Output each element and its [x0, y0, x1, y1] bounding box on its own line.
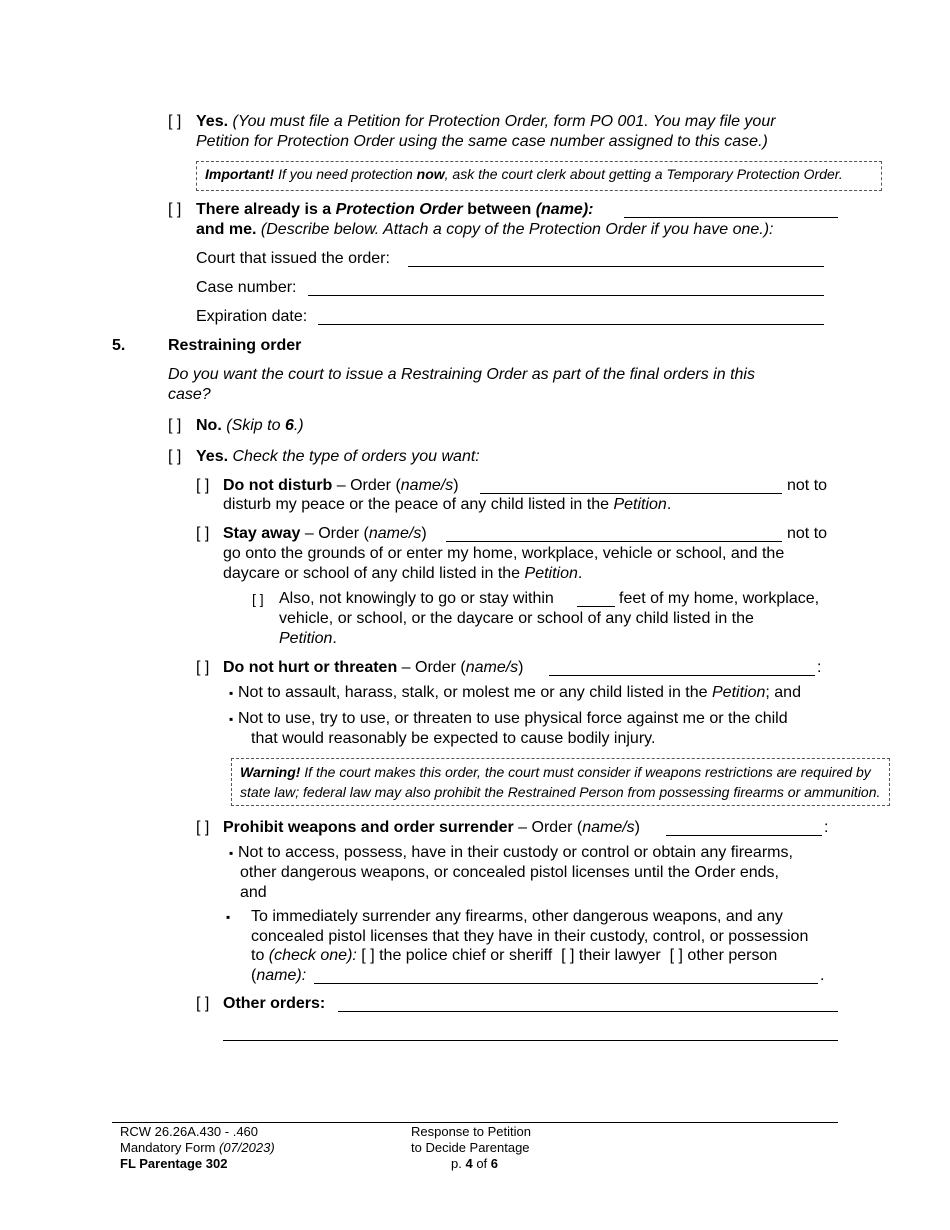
court-label: Court that issued the order: — [196, 250, 390, 267]
do-not-disturb-line2 — [223, 495, 671, 515]
yes-label-5: Yes. — [196, 448, 229, 465]
other-person-label: other person — [687, 947, 778, 964]
petition-word: Petition — [613, 496, 667, 513]
court-field[interactable] — [408, 266, 824, 267]
do-not-hurt-line1 — [223, 658, 523, 678]
hurt-b1-text: Not to assault, harass, stalk, or molest me or any child listed in the — [238, 684, 708, 701]
no-text-1: (Skip to — [226, 417, 281, 434]
name-period: . — [820, 967, 825, 984]
order-dash: – Order ( — [401, 659, 466, 676]
other-orders-label: Other orders: — [223, 995, 326, 1012]
footer-form: FL Parentage 302 — [120, 1156, 228, 1171]
yes-text-5: Check the type of orders you want: — [232, 448, 480, 465]
restraining-yes-item — [196, 447, 480, 467]
stay-away-line2: go onto the grounds of or enter my home, workplace, vehicle or school, and the — [223, 545, 785, 562]
name-s: name/s — [582, 819, 635, 836]
hurt-colon: : — [817, 659, 822, 676]
hurt-b1-end: ; and — [765, 684, 801, 701]
hurt-bullet-2-line2: that would reasonably be expected to cause bodily injury. — [251, 730, 656, 747]
expiration-label: Expiration date: — [196, 308, 308, 325]
weap-b1-line2: other dangerous weapons, or concealed pistol licenses until the Order ends, — [240, 864, 779, 881]
disturb-label: Do not disturb — [223, 477, 333, 494]
already-text-1: There already is a — [196, 201, 332, 218]
lawyer-label: their lawyer — [578, 947, 661, 964]
hurt-label: Do not hurt or threaten — [223, 659, 398, 676]
case-number-field[interactable] — [308, 295, 824, 296]
check-one: (check one): — [268, 947, 357, 964]
checkbox-do-not-disturb[interactable]: [ ] — [196, 477, 210, 494]
disturb-name-field[interactable] — [480, 493, 782, 494]
weapons-name-field[interactable] — [666, 835, 822, 836]
other-orders-field-1[interactable] — [338, 1011, 838, 1012]
footer-mandatory: Mandatory Form — [120, 1140, 216, 1155]
warning-text-2: state law; federal law may also prohibit the Restrained Person from possessing firearms or ammunition. — [240, 784, 881, 800]
to-word: to — [251, 947, 265, 964]
weapons-bullet-1 — [238, 843, 793, 903]
other-person-name-field[interactable] — [314, 983, 818, 984]
checkbox-do-not-hurt[interactable]: [ ] — [196, 659, 210, 676]
important-text-1: If you need protection — [278, 166, 413, 182]
feet-field[interactable] — [577, 606, 615, 607]
hurt-name-field[interactable] — [549, 675, 815, 676]
page-num: 4 — [465, 1156, 473, 1171]
order-dash: – Order ( — [336, 477, 401, 494]
name-s: name/s — [400, 477, 454, 494]
petition-word: Petition — [279, 630, 333, 647]
weap-b2-line2: concealed pistol licenses that they have in their custody, control, or possession — [251, 928, 809, 945]
bullet-icon: ▪ — [229, 686, 234, 700]
protection-yes-item — [196, 112, 876, 152]
stay-not-to: not to — [787, 525, 828, 542]
name-s: name/s — [465, 659, 519, 676]
page-p: p. — [451, 1156, 462, 1171]
weapons-colon: : — [824, 819, 829, 836]
bullet-icon: ▪ — [226, 910, 231, 924]
weapons-bullet-2 — [251, 907, 808, 947]
important-label: Important! — [205, 166, 275, 182]
checkbox-protection-yes[interactable]: [ ] — [168, 113, 182, 130]
period: . — [577, 565, 583, 582]
name-word: name — [256, 967, 297, 984]
weapons-label: Prohibit weapons and order surrender — [223, 819, 514, 836]
already-name-label: (name): — [535, 201, 594, 218]
and-me: and me. — [196, 221, 257, 238]
weap-b1-line1: Not to access, possess, have in their custody or control or obtain any firearms, — [238, 844, 793, 861]
existing-order-line2 — [196, 220, 773, 240]
also-line2: vehicle, or school, or the daycare or school of any child listed in the — [279, 610, 754, 627]
bullet-icon: ▪ — [229, 712, 234, 726]
case-label: Case number: — [196, 279, 297, 296]
no-label: No. — [196, 417, 222, 434]
checkbox-restraining-no[interactable]: [ ] — [168, 417, 182, 434]
expiration-date-field[interactable] — [318, 324, 824, 325]
order-dash: – Order ( — [304, 525, 369, 542]
petition-word: Petition — [712, 684, 766, 701]
describe-text: (Describe below. Attach a copy of the Protection Order if you have one.): — [260, 221, 774, 238]
hurt-bullet-2-line1: Not to use, try to use, or threaten to use physical force against me or the child — [238, 710, 788, 727]
important-text-2: , ask the court clerk about getting a Temporary Protection Order. — [444, 166, 843, 182]
hurt-bullet-1 — [238, 683, 801, 703]
page-total: 6 — [490, 1156, 499, 1171]
stay-away-name-field[interactable] — [446, 541, 782, 542]
warning-text-1: If the court makes this order, the court must consider if weapons restrictions are required by — [304, 764, 871, 780]
yes-label: Yes. — [196, 113, 229, 130]
footer-date: (07/2023) — [219, 1140, 275, 1155]
warning-label: Warning! — [240, 764, 301, 780]
footer-center — [411, 1124, 531, 1172]
also-line1b: feet of my home, workplace, — [619, 590, 820, 607]
section-question — [168, 365, 755, 405]
page-of: of — [476, 1156, 488, 1171]
already-text-3: between — [467, 201, 532, 218]
period: . — [666, 496, 672, 513]
existing-order-line1 — [196, 200, 593, 220]
important-now: now — [416, 166, 445, 182]
name-close: ): — [296, 967, 307, 984]
checkbox-lawyer[interactable]: [ ] — [561, 947, 575, 964]
period: . — [332, 630, 337, 647]
footer-title-2: to Decide Parentage — [411, 1140, 530, 1155]
footer-title-1: Response to Petition — [411, 1124, 531, 1139]
weap-b1-line3: and — [240, 884, 267, 901]
checkbox-other-orders[interactable]: [ ] — [196, 995, 210, 1012]
bullet-icon: ▪ — [229, 846, 234, 860]
stay-away-line1 — [223, 524, 427, 544]
stay-label: Stay away — [223, 525, 301, 542]
checkbox-stay-away[interactable]: [ ] — [196, 525, 210, 542]
police-label: the police chief or sheriff — [379, 947, 553, 964]
also-line1a: Also, not knowingly to go or stay within — [279, 590, 554, 607]
name-open: ( — [251, 967, 257, 984]
disturb-line2-text: disturb my peace or the peace of any child listed in the — [223, 496, 609, 513]
weapons-name-label — [251, 966, 306, 986]
close-paren: ) — [453, 477, 459, 494]
stay-away-line3 — [223, 564, 582, 584]
order-dash: – Order ( — [518, 819, 583, 836]
section-title: Restraining order — [168, 337, 302, 354]
restraining-no-item — [196, 416, 304, 436]
disturb-not-to: not to — [787, 477, 828, 494]
checkbox-other-person[interactable]: [ ] — [669, 947, 683, 964]
also-line3 — [279, 629, 337, 649]
close-paren: ) — [518, 659, 524, 676]
close-paren: ) — [421, 525, 427, 542]
checkbox-restraining-yes[interactable]: [ ] — [168, 448, 182, 465]
important-note — [196, 161, 882, 191]
name-s: name/s — [368, 525, 422, 542]
stay-line3-text: daycare or school of any child listed in the — [223, 565, 521, 582]
do-not-disturb-line1 — [223, 476, 459, 496]
footer-rule — [112, 1122, 838, 1123]
footer-left — [120, 1124, 275, 1172]
weapons-bullet-2-line3 — [251, 946, 777, 966]
question-line-1: Do you want the court to issue a Restraining Order as part of the final orders in this — [168, 366, 755, 383]
section-number: 5. — [112, 337, 126, 354]
already-text-2: Protection Order — [335, 201, 463, 218]
question-line-2: case? — [168, 386, 211, 403]
skip-number: 6 — [284, 417, 294, 434]
existing-order-name-field[interactable] — [624, 217, 838, 218]
checkbox-prohibit-weapons[interactable]: [ ] — [196, 819, 210, 836]
checkbox-also-feet[interactable]: [ ] — [252, 591, 264, 607]
close-paren: ) — [634, 819, 640, 836]
warning-note — [231, 758, 890, 806]
page-number — [411, 1156, 498, 1171]
yes-text-2: Petition for Protection Order using the same case number assigned to this case.) — [196, 133, 768, 150]
petition-word: Petition — [524, 565, 578, 582]
yes-text-1: (You must file a Petition for Protection Order, form PO 001. You may file your — [232, 113, 776, 130]
other-orders-field-2[interactable] — [223, 1040, 838, 1041]
weap-b2-line1: To immediately surrender any firearms, other dangerous weapons, and any — [251, 908, 783, 925]
weapons-line1 — [223, 818, 640, 838]
footer-rcw: RCW 26.26A.430 - .460 — [120, 1124, 259, 1139]
no-text-2: .) — [293, 417, 304, 434]
checkbox-existing-order[interactable]: [ ] — [168, 201, 182, 218]
checkbox-police[interactable]: [ ] — [361, 947, 375, 964]
